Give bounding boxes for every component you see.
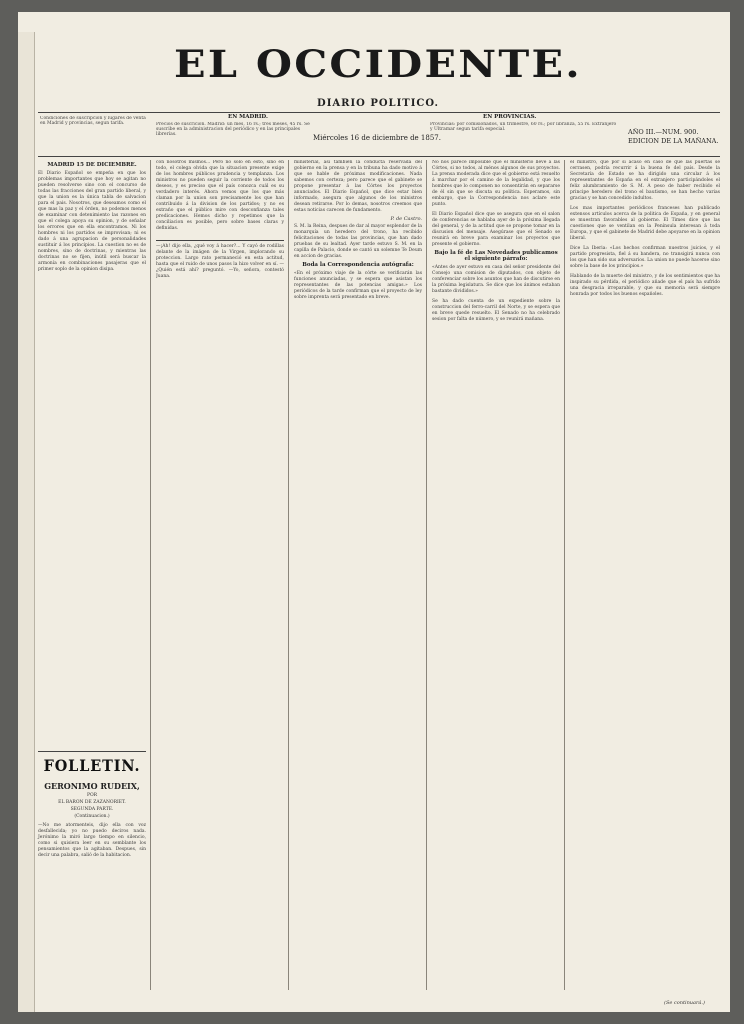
- column-3-text: ministerial, así también la conducta reservada del gobierno en la prensa y en la tribuna ha dado motivo á que se hable de próximas modificaciones. Nada sabemos con certeza; pero parece que el gabinete se propone presentar á las Córtes los proyectos anunciados. El Diario Español, que dice estar bien informado, asegura que algunos de los ministros desean retirarse. Por lo demas, nosotros creemos que estas noticias carecen de fundamento.: [294, 160, 422, 213]
- column-rule-1: [150, 160, 151, 990]
- column-rule-2: [288, 160, 289, 990]
- column-5: [570, 160, 720, 990]
- issue-year-number: AÑO III.—NUM. 900.: [628, 128, 699, 136]
- column-2-folletin-text: —¡Ah! dijo ella, ¿qué voy á hacer?... Y cayó de rodillas delante de la imágen de la Virgen, implorando su proteccion. Largo rato permaneció en esta actitud, hasta que el ruido de unos pasos la hizo volver en sí. —¿Quién está ahí? preguntó. —Yo, señora, contestó Juana.: [156, 244, 284, 279]
- column-3-signature: P. de Castro.: [390, 216, 422, 222]
- column-5-text-3: Dice La Iberia: «Los hechos confirman nuestros juicios, y el partido progresista, fiel á su bandera, no transigirá nunca con los que han sido sus adversarios. La union no puede hacerse sino sobre la base de los principios.»: [570, 246, 720, 269]
- column-rule-3: [426, 160, 427, 990]
- continuation-note: (Se continuará.): [664, 1000, 705, 1006]
- column-4-text-3: «Antes de ayer estuvo en casa del señor presidente del Consejo una comision de diputados, con objeto de conferenciar sobre los asuntos que han de discutirse en la próxima legislatura. Se dice que los ánimos estaban bastante divididos.»: [432, 265, 560, 294]
- column-3-heading-2: Boda la Correspondencia autógrafa:: [302, 262, 414, 268]
- column-4: [432, 160, 560, 990]
- column-3-text-3: «En el próximo viaje de la córte se verificarán las funciones anunciadas, y se espera que asistan los representantes de las potencias amigas.» Los periódicos de la tarde confirman que el proyecto de ley sobre imprenta será presentado en breve.: [294, 271, 422, 300]
- column-5-text: el ministro, que por si acaso en caso de que las puertas se cerrasen, podría recurrir á la buena fe del país. Desde la Secretaría de Estado se ha dirigido una circular á los representantes de España en el extranjero participándoles el feliz alumbramiento de S. M. A peso de haber recibido el principe heredero del trono el bautismo, se han hecho varias gracias y se han concedido indultos.: [570, 160, 720, 201]
- masthead-subtitle: DIARIO POLITICO.: [317, 98, 439, 109]
- masthead-title: EL OCCIDENTE.: [174, 42, 582, 86]
- header-left-box: Condiciones de suscripcion y lugares de venta en Madrid y provincias, segun tarifa.: [40, 116, 146, 127]
- column-rule-4: [564, 160, 565, 990]
- column-4-text: No nos parece imposible que el ministerio lleve á las Córtes, si no todos, al ménos algunos de sus proyectos. La prensa moderada dice que el gobierno está resuelto á marchar por el camino de la legalidad, y que los hombres que lo componen no consentirán en separarse de él sin que se discuta su política. Esperamos, sin embargo, que la Correspondencia nos aclare este punto.: [432, 160, 560, 207]
- provinces-subscription-text: Provincias: por comisionados, un trimestre, 60 rs.; por libranza, 55 rs. Extranjero y Ultramar segun tarifa especial.: [430, 122, 617, 133]
- column-5-text-4: Hablando de la muerte del ministro, y de los sentimientos que ha inspirado su pérdida, el periódico añade que el país ha sufrido una desgracia irreparable, y que su memoria será siempre honrada por todos los buenos españoles.: [570, 274, 720, 297]
- column-2-text: con nosotros mismos... Pero no sólo en esto, sino en todo, el colega olvida que la situacion presente exige de los hombres públicos prudencia y templanza. Los ministros no pueden seguir la corriente de todos los deseos, y es preciso que el país conozca cuál es su verdadero interés. Ahora vemos que los que más claman por la union son precisamente los que han contribuido á la division de los partidos; y no es extraño que el público mire con desconfianza tales predicaciones. Hemos dicho y repetimos que la conciliacion es posible, pero sobre bases claras y definidas.: [156, 160, 284, 231]
- adjacent-page-edge: [18, 32, 35, 1012]
- column-3: [294, 160, 422, 990]
- newspaper-page: [18, 12, 730, 1012]
- column-1: [38, 160, 146, 745]
- header-top-rule: [38, 112, 720, 113]
- folletin-section: [38, 748, 146, 859]
- folletin-part: SEGUNDA PARTE.: [70, 807, 114, 812]
- folletin-text: —No me atormenteis, dijo ella con voz desfallecida; yo no puedo deciros nada. Jerónimo la miró largo tiempo en silencio, como si quisiera leer en su semblante los pensamientos que la agitaban. Despues, sin decir una palabra, salió de la habitacion.: [38, 823, 146, 858]
- folletin-title: FOLLETIN.: [43, 756, 141, 775]
- folletin-story-title: GERONIMO RUDEIX,: [44, 781, 140, 791]
- issue-date: Miércoles 16 de diciembre de 1857.: [313, 134, 441, 142]
- column-3-text-2: S. M. la Reina, despues de dar al mayor esplendor de la monarquía un heredero del trono, ha recibido felicitaciones de todas las provincias, que han dado pruebas de su lealtad. Ayer tarde estuvo S. M. en la capilla de Palacio, donde se cantó un solemne Te Deum en accion de gracias.: [294, 224, 422, 259]
- column-1-text: El Diario Español se empeña en que los problemas importantes que hoy se agitan no pueden resolverse sino con el concurso de todas las fracciones del gran partido liberal, y que la union es la única tabla de salvacion para el pais. Nosotros, que deseamos como el que mas la paz y el órden, no podemos menos de examinar con detenimiento las razones en que el colega apoya su opinion, y de señalar los errores que en ella encontramos. Ni los hombres ni los partidos se improvisan; ni es dado á una agrupacion de personalidades sustituir á los principios. La cuestion no es de nombres, sino de doctrinas, y mientras las doctrinas no se fijen, inútil será buscar la armonía en combinaciones pasajeras que el primer soplo de la opinion disipa.: [38, 171, 146, 272]
- header-bottom-rule: [38, 156, 720, 157]
- column-5-text-2: Los mas importantes periódicos franceses han publicado extensos artículos acerca de la politica de España, y en general se muestran favorables al gobierno. El Times dice que las cuestiones que se ventilan en la Península interesan á toda Europa, y que el gabinete de Madrid debe apoyarse en la opinion liberal.: [570, 206, 720, 241]
- folletin-continuation: (Continuacion.): [74, 814, 110, 819]
- column-4-heading: Bajo la fé de Las Novedades publicamos el siguiente párrafo:: [434, 250, 558, 262]
- column-2: [156, 160, 284, 990]
- folletin-author: EL BARON DE ZAZANORIET.: [58, 800, 126, 805]
- madrid-subscription-text: Precios de suscricion. Madrid: un mes, 16 rs.; tres meses, 45 rs. Se suscribe en la administracion del periódico y en las principales librerías.: [156, 122, 310, 138]
- provinces-label: EN PROVINCIAS.: [483, 114, 537, 120]
- madrid-label: EN MADRID.: [228, 114, 268, 120]
- column-4-text-4: Se ha dado cuenta de un expediente sobre la construccion del ferro-carril del Norte, y se espera que en breve quede resuelto. El Senado no ha celebrado sesion por falta de número, y se reunirá mañana.: [432, 299, 560, 322]
- folletin-por: POR: [86, 793, 98, 798]
- column-1-heading: MADRID 15 DE DICIEMBRE.: [47, 162, 137, 168]
- column-4-text-2: El Diario Español dice que se asegura que en el salon de conferencias se hablaba ayer de la próxima llegada del general, y de la actitud que se propone tomar en la discusion del mensaje. Asegúrase que el Senado se reunirá en breve para examinar los proyectos que presente el gobierno.: [432, 212, 560, 247]
- edition-label: EDICION DE LA MAÑANA.: [628, 137, 719, 145]
- issue-number: [628, 128, 718, 146]
